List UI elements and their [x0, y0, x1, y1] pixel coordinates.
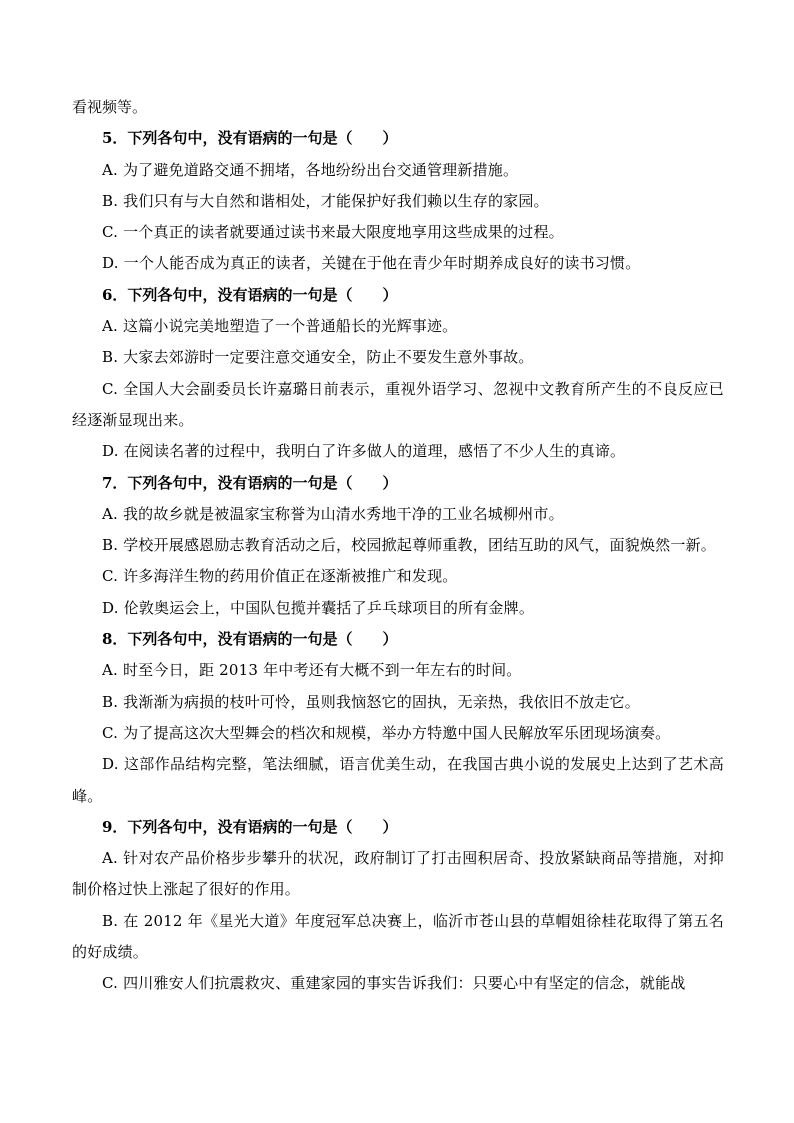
exam-page — [72, 92, 724, 1000]
option-c: C. 一个真正的读者就要通过读书来最大限度地享用这些成果的过程。 — [102, 223, 564, 242]
intro-tail: 看视频等。 — [72, 98, 148, 116]
option-a: A. 这篇小说完美地塑造了一个普通船长的光辉事迹。 — [102, 317, 458, 336]
question-8 — [72, 624, 724, 812]
option-c: C. 四川雅安人们抗震救灾、重建家园的事实告诉我们：只要心中有坚定的信念，就能战 — [102, 974, 686, 993]
option-d: D. 这部作品结构完整，笔法细腻，语言优美生动，在我国古典小说的发展史上达到了艺术高峰。 — [72, 755, 724, 805]
question-stem: 5．下列各句中，没有语病的一句是（ ） — [102, 129, 398, 148]
question-6 — [72, 280, 724, 468]
option-a: A. 针对农产品价格步步攀升的状况，政府制订了打击囤积居奇、投放紧缺商品等措施，对抑制价格过快上涨起了很好的作用。 — [72, 849, 724, 899]
question-stem: 6．下列各句中，没有语病的一句是（ ） — [102, 285, 398, 304]
option-b: B. 学校开展感恩励志教育活动之后，校园掀起尊师重教，团结互助的风气，面貌焕然一新。 — [102, 536, 716, 555]
option-c: C. 为了提高这次大型舞会的档次和规模，举办方特邀中国人民解放军乐团现场演奏。 — [102, 723, 671, 742]
option-c: C. 全国人大会副委员长许嘉璐日前表示，重视外语学习、忽视中文教育所产生的不良反应已经逐渐显现出来。 — [72, 379, 724, 429]
option-b: B. 我渐渐为病损的枝叶可怜，虽则我恼怒它的固执，无亲热，我依旧不放走它。 — [102, 692, 640, 711]
option-d: D. 伦敦奥运会上，中国队包揽并囊括了乒乓球项目的所有金牌。 — [102, 598, 535, 617]
option-b: B. 我们只有与大自然和谐相处，才能保护好我们赖以生存的家园。 — [102, 191, 549, 210]
option-c: C. 许多海洋生物的药用价值正在逐渐被推广和发现。 — [102, 567, 458, 586]
question-9 — [72, 812, 724, 1000]
option-a: A. 时至今日，距 2013 年中考还有大概不到一年左右的时间。 — [102, 661, 522, 680]
option-d: D. 一个人能否成为真正的读者，关键在于他在青少年时期养成良好的读书习惯。 — [102, 254, 641, 273]
question-5 — [72, 123, 724, 279]
option-a: A. 为了避免道路交通不拥堵，各地纷纷出台交通管理新措施。 — [102, 160, 519, 179]
question-stem: 8．下列各句中，没有语病的一句是（ ） — [102, 630, 398, 649]
question-7 — [72, 468, 724, 624]
option-d: D. 在阅读名著的过程中，我明白了许多做人的道理，感悟了不少人生的真谛。 — [102, 442, 626, 461]
option-a: A. 我的故乡就是被温家宝称誉为山清水秀地干净的工业名城柳州市。 — [102, 504, 564, 523]
question-stem: 7．下列各句中，没有语病的一句是（ ） — [102, 473, 398, 492]
option-b: B. 在 2012 年《星光大道》年度冠军总决赛上，临沂市苍山县的草帽姐徐桂花取得了第五名的好成绩。 — [72, 911, 724, 962]
option-b: B. 大家去郊游时一定要注意交通安全，防止不要发生意外事故。 — [102, 348, 534, 367]
question-stem: 9．下列各句中，没有语病的一句是（ ） — [102, 817, 398, 836]
